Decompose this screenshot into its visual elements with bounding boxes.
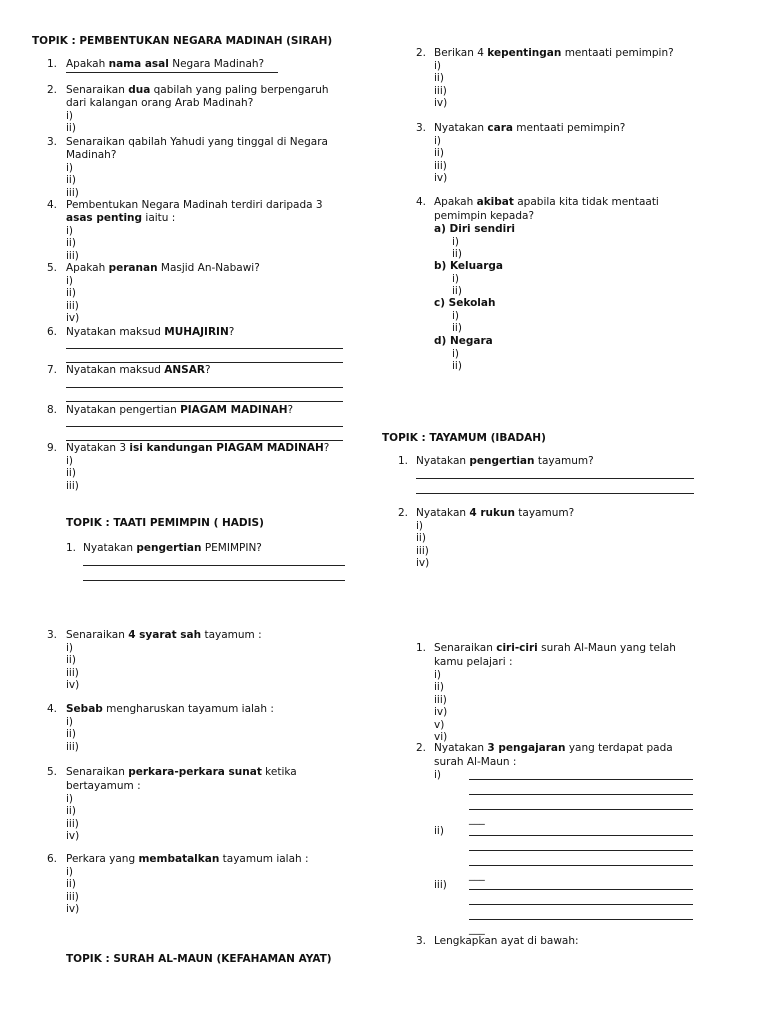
- question-number: 6.: [47, 853, 58, 865]
- answer-line[interactable]: [83, 565, 345, 566]
- section-title-sirah: TOPIK : PEMBENTUKAN NEGARA MADINAH (SIRAH): [32, 35, 333, 47]
- question-number: 2.: [416, 742, 427, 754]
- answer-list: i) ii) iii) iv): [434, 60, 448, 110]
- question-text: pemimpin kepada?: [434, 210, 535, 222]
- question-number: 1.: [398, 455, 409, 467]
- answer-line[interactable]: [469, 919, 693, 920]
- answer-list: i) ii): [452, 310, 462, 335]
- question-text: Perkara yang membatalkan tayamum ialah :: [66, 853, 309, 865]
- answer-label: i): [434, 769, 442, 781]
- question-number: 3.: [416, 122, 427, 134]
- question-number: 4.: [416, 196, 427, 208]
- answer-line[interactable]: [83, 580, 345, 581]
- question-text: Nyatakan 4 rukun tayamum?: [416, 507, 575, 519]
- question-number: 8.: [47, 404, 58, 416]
- answer-label: iii): [434, 879, 447, 891]
- answer-line[interactable]: [66, 72, 278, 73]
- question-text: Senaraikan 4 syarat sah tayamum :: [66, 629, 262, 641]
- question-number: 1.: [47, 58, 58, 70]
- question-number: 2.: [416, 47, 427, 59]
- question-number: 4.: [47, 703, 58, 715]
- question-text: Apakah nama asal Negara Madinah?: [66, 58, 265, 70]
- answer-line[interactable]: [469, 779, 693, 780]
- answer-list: i) ii) iii): [66, 225, 79, 262]
- answer-line[interactable]: [66, 440, 343, 441]
- question-text: Nyatakan maksud MUHAJIRIN?: [66, 326, 235, 338]
- question-number: 6.: [47, 326, 58, 338]
- answer-list: i) ii): [452, 348, 462, 373]
- answer-line-tail: ___: [469, 869, 485, 881]
- question-number: 3.: [47, 629, 58, 641]
- question-number: 5.: [47, 262, 58, 274]
- answer-line[interactable]: [66, 401, 343, 402]
- question-text: Nyatakan pengertian tayamum?: [416, 455, 594, 467]
- answer-list: i) ii) iii) iv) v) vi): [434, 669, 448, 743]
- question-text: Lengkapkan ayat di bawah:: [434, 935, 579, 947]
- question-text: Senaraikan ciri-ciri surah Al-Maun yang telah: [434, 642, 676, 654]
- question-text: Nyatakan 3 pengajaran yang terdapat pada: [434, 742, 673, 754]
- answer-line-tail: ___: [469, 813, 485, 825]
- question-text: Pembentukan Negara Madinah terdiri daripada 3: [66, 199, 323, 211]
- question-text: surah Al-Maun :: [434, 756, 517, 768]
- answer-list: i) ii): [452, 273, 462, 298]
- answer-line-tail: ___: [469, 923, 485, 935]
- question-text: bertayamum :: [66, 780, 141, 792]
- question-text: Apakah akibat apabila kita tidak mentaati: [434, 196, 659, 208]
- question-text: Senaraikan qabilah Yahudi yang tinggal di Negara: [66, 136, 328, 148]
- answer-line[interactable]: [469, 865, 693, 866]
- answer-list: i) ii) iii) iv): [66, 642, 80, 692]
- question-text: Nyatakan 3 isi kandungan PIAGAM MADINAH?: [66, 442, 330, 454]
- akibat-heading-keluarga: b) Keluarga: [434, 260, 503, 272]
- answer-line[interactable]: [66, 362, 343, 363]
- question-text: asas penting iaitu :: [66, 212, 176, 224]
- answer-list: i) ii) iii): [66, 716, 79, 753]
- question-text: Apakah peranan Masjid An-Nabawi?: [66, 262, 260, 274]
- question-text: Madinah?: [66, 149, 117, 161]
- answer-list: i) ii) iii) iv): [66, 866, 80, 916]
- answer-line[interactable]: [416, 493, 694, 494]
- answer-list: i) ii) iii) iv): [66, 275, 80, 325]
- question-text: Nyatakan cara mentaati pemimpin?: [434, 122, 626, 134]
- answer-line[interactable]: [66, 348, 343, 349]
- question-text: Nyatakan pengertian PIAGAM MADINAH?: [66, 404, 294, 416]
- section-title-tayamum: TOPIK : TAYAMUM (IBADAH): [382, 432, 546, 444]
- answer-list: i) ii): [452, 236, 462, 261]
- question-number: 3.: [47, 136, 58, 148]
- question-text: Senaraikan perkara-perkara sunat ketika: [66, 766, 297, 778]
- question-number: 4.: [47, 199, 58, 211]
- question-text: Berikan 4 kepentingan mentaati pemimpin?: [434, 47, 674, 59]
- question-number: 1.: [416, 642, 427, 654]
- answer-list: i) ii) iii): [66, 455, 79, 492]
- question-text: Nyatakan pengertian PEMIMPIN?: [83, 542, 262, 554]
- question-number: 2.: [398, 507, 409, 519]
- answer-line[interactable]: [469, 850, 693, 851]
- question-number: 1.: [66, 542, 77, 554]
- question-number: 2.: [47, 84, 58, 96]
- question-text: Sebab mengharuskan tayamum ialah :: [66, 703, 274, 715]
- answer-list: i) ii) iii) iv): [416, 520, 430, 570]
- answer-line[interactable]: [469, 904, 693, 905]
- question-number: 5.: [47, 766, 58, 778]
- answer-line[interactable]: [469, 809, 693, 810]
- question-text: dari kalangan orang Arab Madinah?: [66, 97, 254, 109]
- akibat-heading-negara: d) Negara: [434, 335, 493, 347]
- answer-list: i) ii) iii): [66, 162, 79, 199]
- question-number: 9.: [47, 442, 58, 454]
- answer-line[interactable]: [66, 426, 343, 427]
- answer-list: i) ii): [66, 110, 76, 135]
- question-text: Nyatakan maksud ANSAR?: [66, 364, 211, 376]
- answer-line[interactable]: [469, 889, 693, 890]
- question-text: Senaraikan dua qabilah yang paling berpengaruh: [66, 84, 329, 96]
- answer-line[interactable]: [66, 387, 343, 388]
- answer-line[interactable]: [469, 794, 693, 795]
- answer-list: i) ii) iii) iv): [434, 135, 448, 185]
- question-text: kamu pelajari :: [434, 656, 513, 668]
- akibat-heading-sekolah: c) Sekolah: [434, 297, 496, 309]
- answer-line[interactable]: [469, 835, 693, 836]
- section-title-hadis: TOPIK : TAATI PEMIMPIN ( HADIS): [66, 517, 264, 529]
- answer-label: ii): [434, 825, 444, 837]
- question-number: 7.: [47, 364, 58, 376]
- section-title-maun: TOPIK : SURAH AL-MAUN (KEFAHAMAN AYAT): [66, 953, 332, 965]
- question-number: 3.: [416, 935, 427, 947]
- akibat-heading-diri-sendiri: a) Diri sendiri: [434, 223, 516, 235]
- answer-list: i) ii) iii) iv): [66, 793, 80, 843]
- answer-line[interactable]: [416, 478, 694, 479]
